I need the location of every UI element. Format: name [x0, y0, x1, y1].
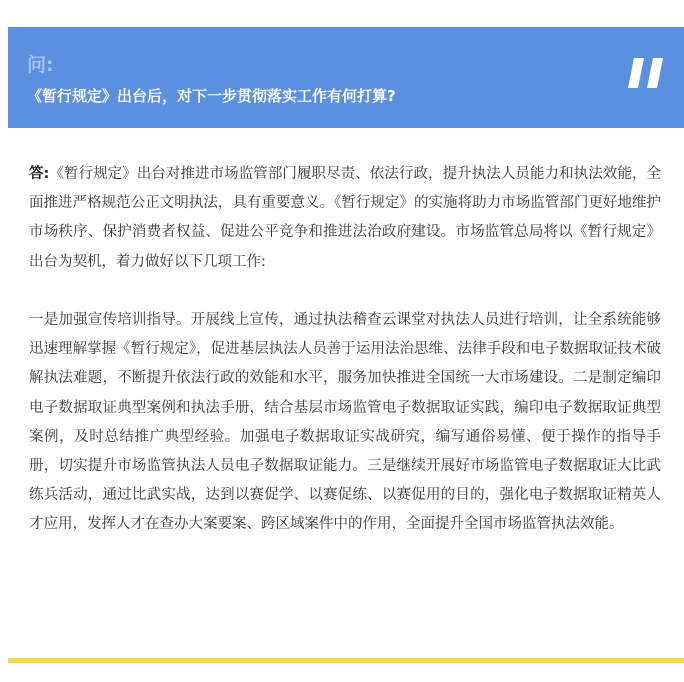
bottom-accent-line [8, 658, 684, 663]
quote-mark-icon [626, 56, 666, 90]
answer-label: 答: [29, 166, 50, 182]
answer-body [29, 160, 661, 540]
question-text: 《暂行规定》出台后，对下一步贯彻落实工作有何打算? [27, 87, 396, 105]
question-banner [8, 27, 684, 128]
answer-paragraph-intro [29, 160, 661, 277]
answer-paragraph-intro-text: 《暂行规定》出台对推进市场监管部门履职尽责、依法行政，提升执法人员能力和执法效能，全面推进严格规范公正文明执法，具有重要意义。《暂行规定》的实施将助力市场监管部门更好地维护市场秩序、保护消费者权益、促进公平竞争和推进法治政府建设。市场监管总局将以《暂行规定》出台为契机，着力做好以下几项工作: [29, 166, 661, 270]
answer-paragraph-plans: 一是加强宣传培训指导。开展线上宣传，通过执法稽查云课堂对执法人员进行培训，让全系统能够迅速理解掌握《暂行规定》，促进基层执法人员善于运用法治思维、法律手段和电子数据取证技术破解执法难题，不断提升依法行政的效能和水平，服务加快推进全国统一大市场建设。二是制定编印电子数据取证典型案例和执法手册，结合基层市场监管电子数据取证实践，编印电子数据取证典型案例，及时总结推广典型经验。加强电子数据取证实战研究，编写通俗易懂、便于操作的指导手册，切实提升市场监管执法人员电子数据取证能力。三是继续开展好市场监管电子数据取证大比武练兵活动，通过比武实战，达到以赛促学、以赛促练、以赛促用的目的，强化电子数据取证精英人才应用，发挥人才在查办大案要案、跨区域案件中的作用，全面提升全国市场监管执法效能。 [29, 312, 661, 533]
question-label: 问: [27, 54, 54, 76]
